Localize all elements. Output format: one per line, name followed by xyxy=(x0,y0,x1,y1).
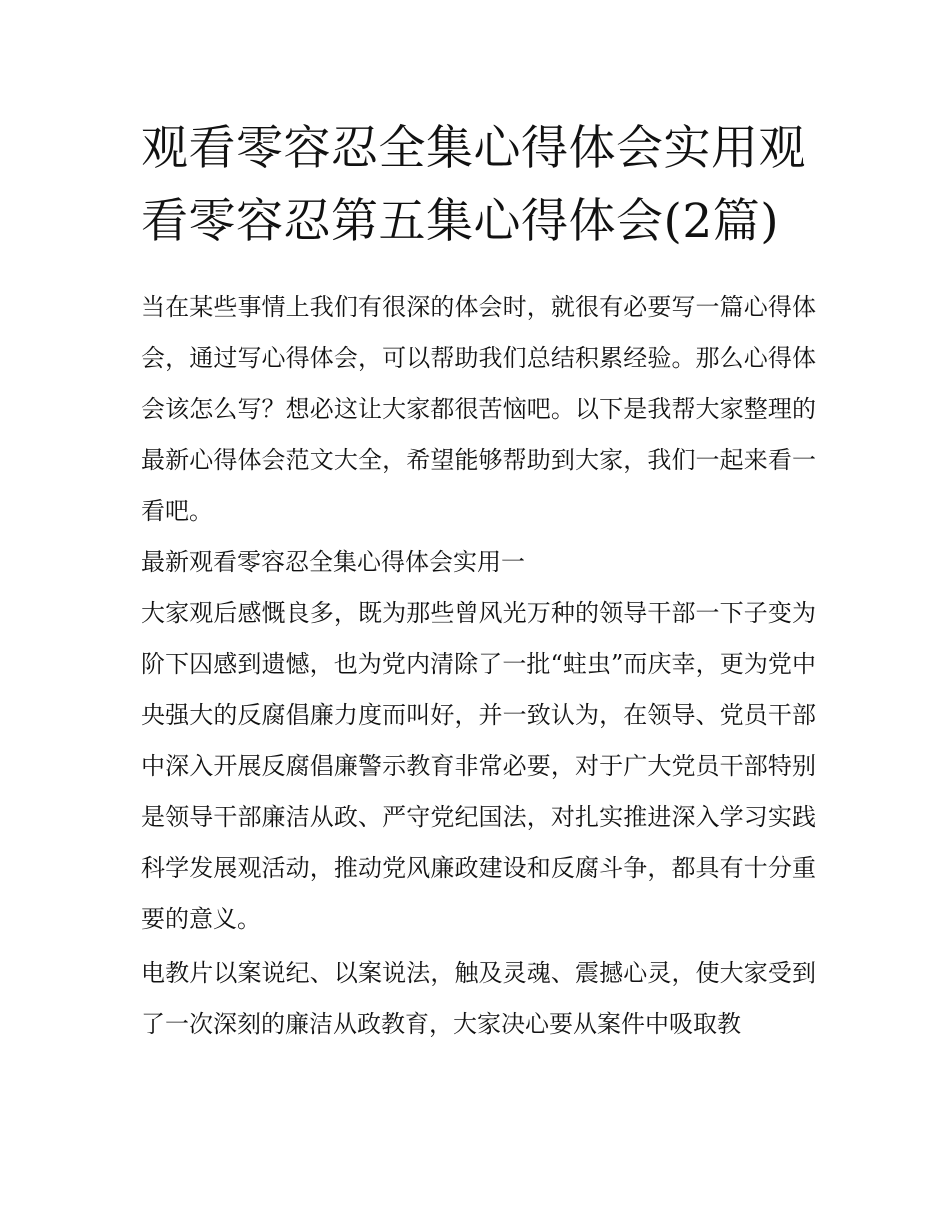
body-paragraph-2: 电教片以案说纪、以案说法，触及灵魂、震撼心灵，使大家受到了一次深刻的廉洁从政教育，大家决心要从案件中吸取教 xyxy=(141,959,816,1038)
document-page xyxy=(141,112,816,1050)
body-paragraph-1: 大家观后感慨良多，既为那些曾风光万种的领导干部一下子变为阶下囚感到遗憾，也为党内清除了一批“蛀虫”而庆幸，更为党中央强大的反腐倡廉力度而叫好，并一致认为，在领导、党员干部中深入开展反腐倡廉警示教育非常必要，对于广大党员干部特别是领导干部廉洁从政、严守党纪国法，对扎实推进深入学习实践科学发展观活动，推动党风廉政建设和反腐斗争，都具有十分重要的意义。 xyxy=(141,599,816,933)
section-heading: 最新观看零容忍全集心得体会实用一 xyxy=(141,548,525,576)
intro-paragraph: 当在某些事情上我们有很深的体会时，就很有必要写一篇心得体会，通过写心得体会，可以帮助我们总结积累经验。那么心得体会该怎么写？想必这让大家都很苦恼吧。以下是我帮大家整理的最新心得体会范文大全，希望能够帮助到大家，我们一起来看一看吧。 xyxy=(141,293,816,525)
document-title: 观看零容忍全集心得体会实用观看零容忍第五集心得体会(2篇) xyxy=(141,121,806,249)
